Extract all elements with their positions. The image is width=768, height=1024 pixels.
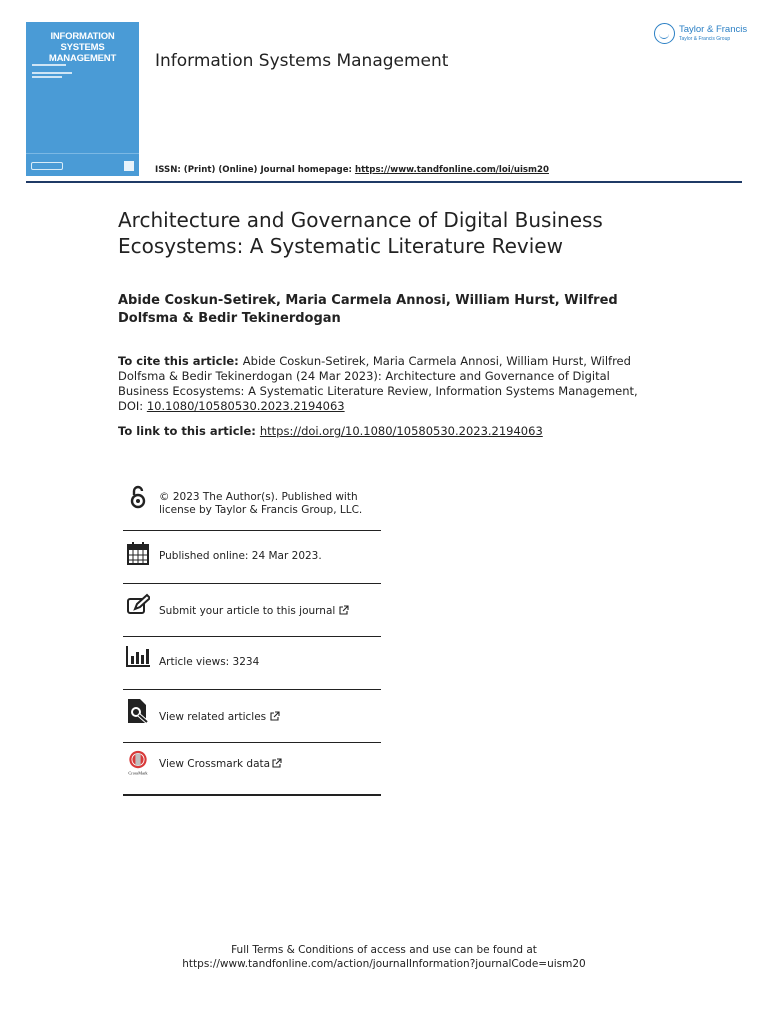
- submit-article-label: Submit your article to this journal: [159, 605, 336, 617]
- cover-divider: [26, 153, 139, 154]
- submit-article-row[interactable]: [123, 584, 381, 637]
- cite-label: To cite this article:: [118, 354, 243, 368]
- article-info-panel: [123, 478, 381, 796]
- terms-url[interactable]: https://www.tandfonline.com/action/journalInformation?journalCode=uism20: [182, 958, 586, 970]
- article-title: Architecture and Governance of Digital Business Ecosystems: A Systematic Literature Review: [118, 208, 603, 258]
- journal-name[interactable]: Information Systems Management: [155, 51, 449, 71]
- crossmark-icon: [126, 750, 150, 776]
- journal-cover-image: [26, 22, 139, 176]
- article-authors: Abide Coskun-Setirek, Maria Carmela Annosi, William Hurst, Wilfred Dolfsma & Bedir Tekinerdogan: [118, 293, 618, 326]
- journal-homepage-link[interactable]: https://www.tandfonline.com/loi/uism20: [354, 165, 549, 175]
- cover-badge: [124, 161, 134, 171]
- published-row: [123, 531, 381, 584]
- article-views-row: [123, 637, 381, 690]
- crossmark-row[interactable]: [123, 743, 381, 796]
- link-label: To link to this article:: [118, 424, 260, 438]
- cover-text-line: [32, 76, 62, 78]
- publisher-logo-text: Taylor & Francis: [679, 24, 748, 35]
- search-document-icon: [126, 698, 150, 724]
- bar-chart-icon: [126, 644, 150, 670]
- issn-line: [155, 165, 549, 175]
- article-views-count: Article views: 3234: [159, 656, 260, 668]
- related-articles-row[interactable]: [123, 690, 381, 743]
- external-link-icon: [339, 605, 349, 615]
- license-row: [123, 478, 381, 531]
- cite-text: Abide Coskun-Setirek, Maria Carmela Annosi, William Hurst, Wilfred Dolfsma & Bedir Tekinerdogan (24 Mar 2023): Architecture and Governance of Digital Business Ecosystems: A Systematic Literature Review, Information Systems Management, DOI:: [118, 354, 638, 413]
- citation-block: [118, 354, 663, 414]
- publisher-logo-subtext: Taylor & Francis Group: [679, 36, 731, 42]
- published-date: Published online: 24 Mar 2023.: [159, 550, 322, 562]
- cover-text-line: [32, 72, 72, 74]
- publisher-logo-icon: [654, 23, 675, 44]
- taylor-francis-logo: [654, 22, 748, 46]
- terms-footer: [0, 943, 768, 971]
- article-link-line: [118, 424, 543, 438]
- edit-icon: [126, 593, 150, 619]
- open-access-icon: [126, 484, 150, 510]
- terms-text: Full Terms & Conditions of access and use can be found at: [231, 944, 537, 956]
- issn-text: ISSN: (Print) (Online) Journal homepage:: [155, 165, 355, 175]
- crossmark-caption: CrossMark: [128, 770, 148, 776]
- crossmark-link[interactable]: [159, 758, 282, 771]
- related-articles-link[interactable]: [159, 711, 280, 724]
- related-articles-label: View related articles: [159, 711, 267, 723]
- external-link-icon: [272, 758, 282, 768]
- external-link-icon: [270, 711, 280, 721]
- calendar-icon: [126, 540, 150, 566]
- article-doi-link[interactable]: https://doi.org/10.1080/10580530.2023.2194063: [259, 424, 543, 438]
- cover-publisher-logo: [31, 162, 63, 170]
- crossmark-label: View Crossmark data: [159, 758, 271, 770]
- cover-title: INFORMATION SYSTEMS MANAGEMENT: [48, 31, 117, 64]
- header-rule: [26, 181, 742, 183]
- cover-text-line: [32, 64, 66, 66]
- license-text: © 2023 The Author(s). Published with license by Taylor & Francis Group, LLC.: [159, 491, 363, 516]
- submit-article-link[interactable]: [159, 605, 349, 618]
- cite-doi-link[interactable]: 10.1080/10580530.2023.2194063: [146, 399, 345, 413]
